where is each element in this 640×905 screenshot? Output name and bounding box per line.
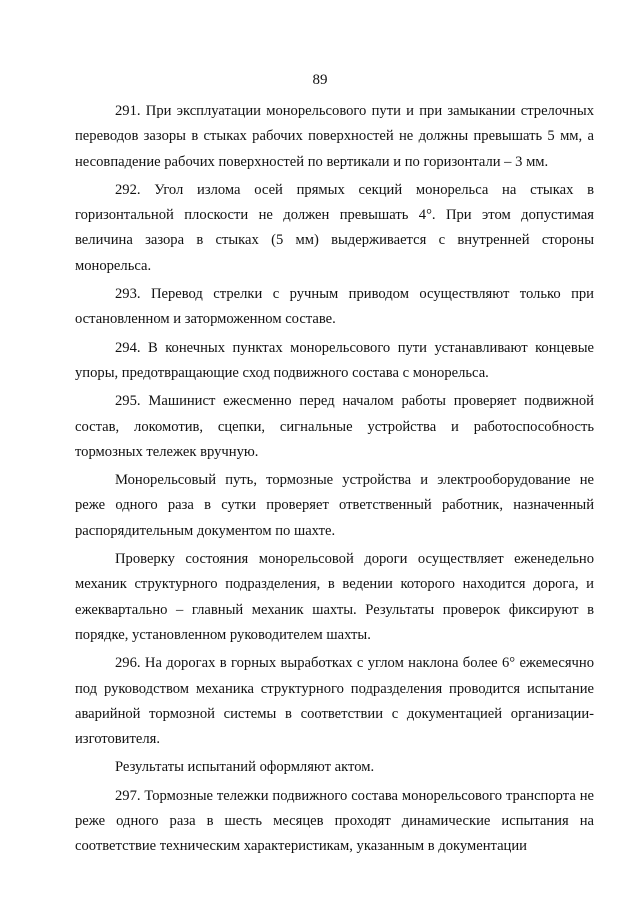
paragraph-292: 292. Угол излома осей прямых секций монорельса на стыках в горизонтальной плоскости не должен превышать 4°. При этом допустимая величина зазора в стыках (5 мм) выдерживается с внутренней стороны монорельса. bbox=[75, 181, 594, 274]
paragraph-test-results: Результаты испытаний оформляют актом. bbox=[115, 759, 375, 776]
paragraph-294: 294. В конечных пунктах монорельсового пути устанавливают концевые упоры, предотвращающие сход подвижного состава с монорельса. bbox=[75, 339, 594, 381]
paragraph-daily-inspection: Монорельсовый путь, тормозные устройства и электрооборудование не реже одного раза в сутки проверяет ответственный работник, назначенный распорядительным документом по шахте. bbox=[75, 472, 594, 539]
paragraph-weekly-inspection: Проверку состояния монорельсовой дороги осуществляет еженедельно механик структурного подразделения, в ведении которого находится дорога, и ежеквартально – главный механик шахты. Результаты проверок фиксируют в порядке, установленном руководителем шахты. bbox=[75, 551, 594, 643]
paragraph-296: 296. На дорогах в горных выработках с углом наклона более 6° ежемесячно под руководством механика структурного подразделения проводится испытание аварийной тормозной системы в соответствии с документацией организации-изготовителя. bbox=[75, 655, 594, 748]
paragraph-297: 297. Тормозные тележки подвижного состава монорельсового транспорта не реже одного раза в шесть месяцев проходят динамические испытания на соответствие техническим характеристикам, указанным в документации bbox=[75, 787, 594, 855]
body-text bbox=[75, 99, 594, 863]
page-number: 89 bbox=[312, 72, 328, 88]
paragraph-293: 293. Перевод стрелки с ручным приводом осуществляют только при остановленном и заторможенном составе. bbox=[75, 286, 594, 328]
paragraph-295: 295. Машинист ежесменно перед началом работы проверяет подвижной состав, локомотив, сцепки, сигнальные устройства и работоспособность тормозных тележек вручную. bbox=[75, 393, 594, 460]
paragraph-291: 291. При эксплуатации монорельсового пути и при замыкании стрелочных переводов зазоры в стыках рабочих поверхностей не должны превышать 5 мм, а несовпадение рабочих поверхностей по вертикали и по горизонтали – 3 мм. bbox=[75, 103, 594, 170]
